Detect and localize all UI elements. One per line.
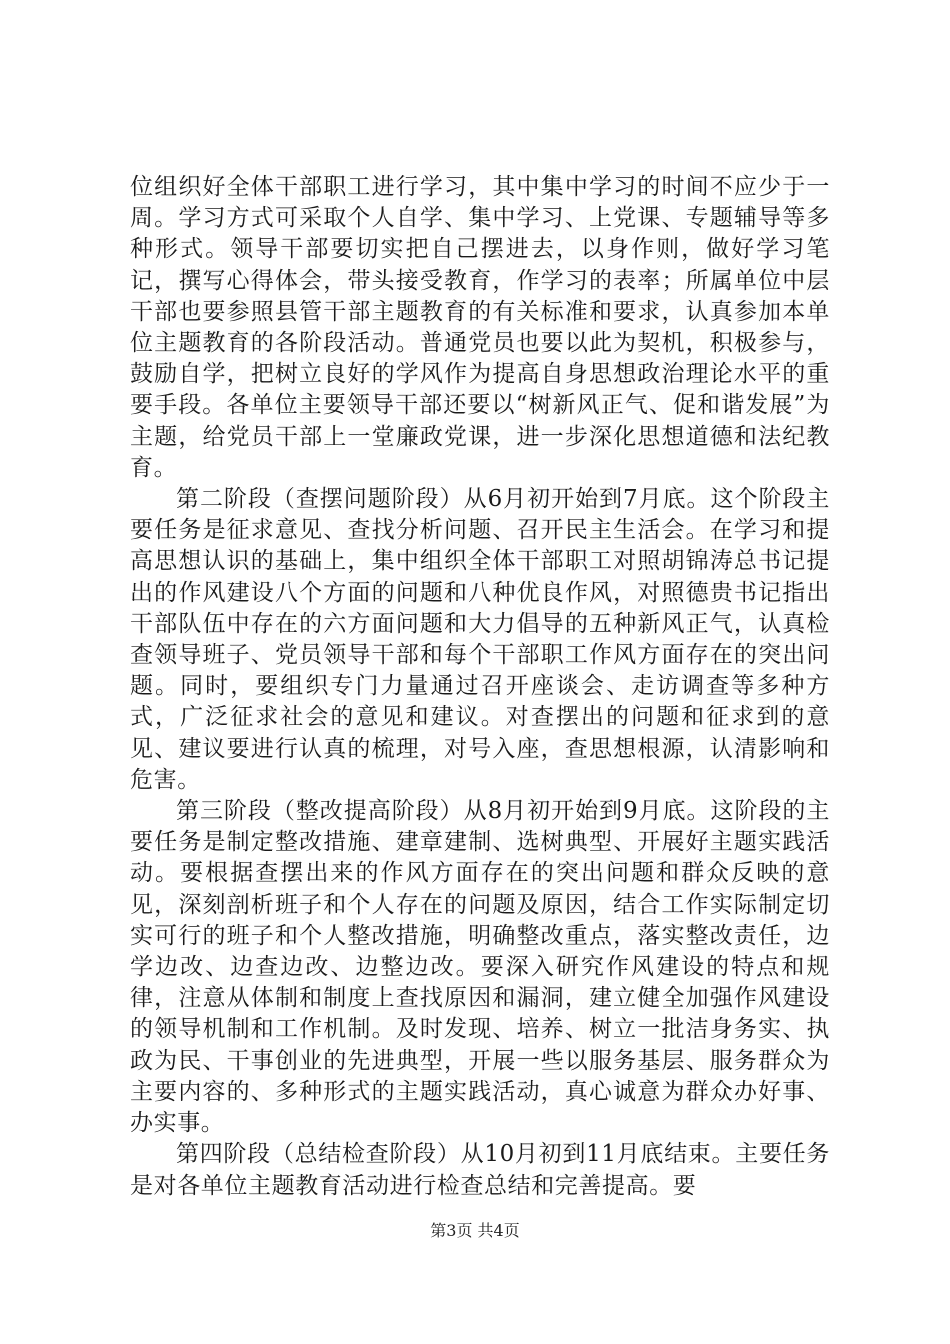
paragraph-phase-two: 第二阶段（查摆问题阶段）从6月初开始到7月底。这个阶段主要任务是征求意见、查找分析问题、召开民主生活会。在学习和提高思想认识的基础上，集中组织全体干部职工对照胡锦涛总书记提出的作风建设八个方面的问题和八种优良作风，对照德贵书记指出干部队伍中存在的六方面问题和大力倡导的五种新风正气，认真检查领导班子、党员领导干部和每个干部职工作风方面存在的突出问题。同时，要组织专门力量通过召开座谈会、走访调查等多种方式，广泛征求社会的意见和建议。对查摆出的问题和征求到的意见、建议要进行认真的梳理，对号入座，查思想根源，认清影响和危害。: [130, 486, 830, 793]
paragraph-study-organization: 位组织好全体干部职工进行学习，其中集中学习的时间不应少于一周。学习方式可采取个人自学、集中学习、上党课、专题辅导等多种形式。领导干部要切实把自己摆进去，以身作则，做好学习笔记，撰写心得体会，带头接受教育，作学习的表率；所属单位中层干部也要参照县管干部主题教育的有关标准和要求，认真参加本单位主题教育的各阶段活动。普通党员也要以此为契机，积极参与，鼓励自学，把树立良好的学风作为提高自身思想政治理论水平的重要手段。各单位主要领导干部还要以“树新风正气、促和谐发展”为主题，给党员干部上一堂廉政党课，进一步深化思想道德和法纪教育。: [130, 174, 830, 481]
paragraph-phase-four: 第四阶段（总结检查阶段）从10月初到11月底结束。主要任务是对各单位主题教育活动进行检查总结和完善提高。要: [130, 1141, 830, 1199]
document-body: [130, 172, 830, 1202]
page-number-footer: 第3页 共4页: [430, 1221, 520, 1240]
paragraph-phase-three: 第三阶段（整改提高阶段）从8月初开始到9月底。这阶段的主要任务是制定整改措施、建章建制、选树典型、开展好主题实践活动。要根据查摆出来的作风方面存在的突出问题和群众反映的意见，深刻剖析班子和个人存在的问题及原因，结合工作实际制定切实可行的班子和个人整改措施，明确整改重点，落实整改责任，边学边改、边查边改、边整边改。要深入研究作风建设的特点和规律，注意从体制和制度上查找原因和漏洞，建立健全加强作风建设的领导机制和工作机制。及时发现、培养、树立一批洁身务实、执政为民、干事创业的先进典型，开展一些以服务基层、服务群众为主要内容的、多种形式的主题实践活动，真心诚意为群众办好事、办实事。: [130, 798, 830, 1137]
